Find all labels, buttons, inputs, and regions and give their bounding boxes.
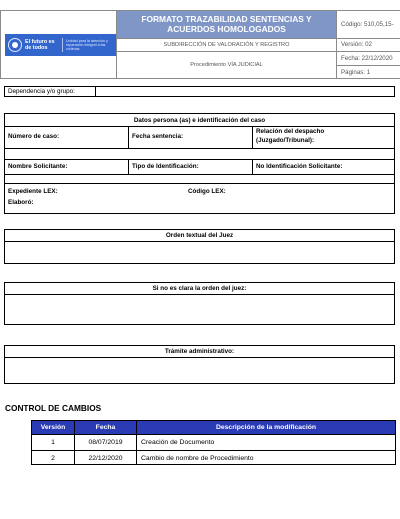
col-divider (252, 126, 253, 148)
control-cambios-title: CONTROL DE CAMBIOS (5, 403, 102, 413)
row-divider (4, 126, 395, 127)
table-cell: 2 (51, 454, 55, 462)
logo-separator (62, 38, 63, 52)
version-text: Versión: 02 (341, 41, 372, 48)
table-cell: Cambio de nombre de Procedimiento (141, 454, 254, 462)
codigo-lex-label[interactable]: Código LEX: (188, 188, 226, 195)
row-divider (4, 183, 395, 184)
logo-sub-text: Unidad para la atención y reparación integral a las víctimas (66, 38, 108, 52)
logo-main-text: El futuro es de todos (25, 39, 55, 51)
no-identificacion-label[interactable]: No Identificación Solicitante: (256, 163, 343, 170)
nombre-solicitante-label[interactable]: Nombre Solicitante: (8, 163, 68, 170)
procedimiento-text: Procedimiento VÍA JUDICIAL (190, 61, 263, 68)
paginas-text: Páginas: 1 (341, 68, 371, 76)
logo-mark-icon (8, 38, 22, 52)
codigo-text: Código: 510,05,15- (341, 20, 394, 28)
col-divider (252, 159, 253, 174)
orden-textual-title: Orden textual del Juez (165, 232, 234, 239)
document-title: FORMATO TRAZABILIDAD SENTENCIAS Y ACUERDOS HOMOLOGADOS (117, 11, 336, 38)
relacion-despacho-label[interactable]: Relación del despacho (256, 128, 325, 135)
row-divider (4, 159, 395, 160)
row-divider (4, 294, 395, 295)
tramite-title: Trámite administrativo: (164, 348, 235, 355)
relacion-despacho-label-2: (Juzgado/Tribunal): (256, 137, 315, 144)
tipo-identificacion-label[interactable]: Tipo de Identificación: (132, 163, 199, 170)
table-cell: Creación de Documento (141, 439, 215, 446)
datos-caso-title: Datos persona (as) e identificación del caso (133, 117, 266, 124)
dependencia-divider (95, 86, 96, 97)
row-divider (4, 241, 395, 242)
elaboro-label[interactable]: Elaboró: (8, 199, 34, 206)
table-header-version: Versión (32, 421, 74, 434)
subdireccion-text: SUBDIRECCIÓN DE VALORACIÓN Y REGISTRO (163, 41, 290, 48)
row-divider (4, 357, 395, 358)
logo (5, 34, 116, 56)
table-cell: 22/12/2020 (88, 454, 123, 462)
fecha-text: Fecha: 22/12/2020 (341, 54, 393, 62)
dependencia-label: Dependencia y/o grupo: (8, 88, 75, 95)
orden-no-clara-title: Si no es clara la orden del juez: (152, 285, 247, 292)
numero-caso-label[interactable]: Número de caso: (8, 133, 60, 140)
fecha-sentencia-label[interactable]: Fecha sentencia: (132, 133, 184, 140)
expediente-lex-label[interactable]: Expediente LEX: (8, 188, 58, 195)
table-header-fecha: Fecha (75, 421, 136, 434)
col-divider (128, 159, 129, 174)
table-cell: 08/07/2019 (88, 439, 123, 446)
row-divider (4, 174, 395, 175)
table-cell: 1 (51, 439, 55, 446)
col-divider (128, 126, 129, 148)
table-header-descripcion: Descripción de la modificación (137, 421, 395, 434)
row-divider (4, 148, 395, 149)
